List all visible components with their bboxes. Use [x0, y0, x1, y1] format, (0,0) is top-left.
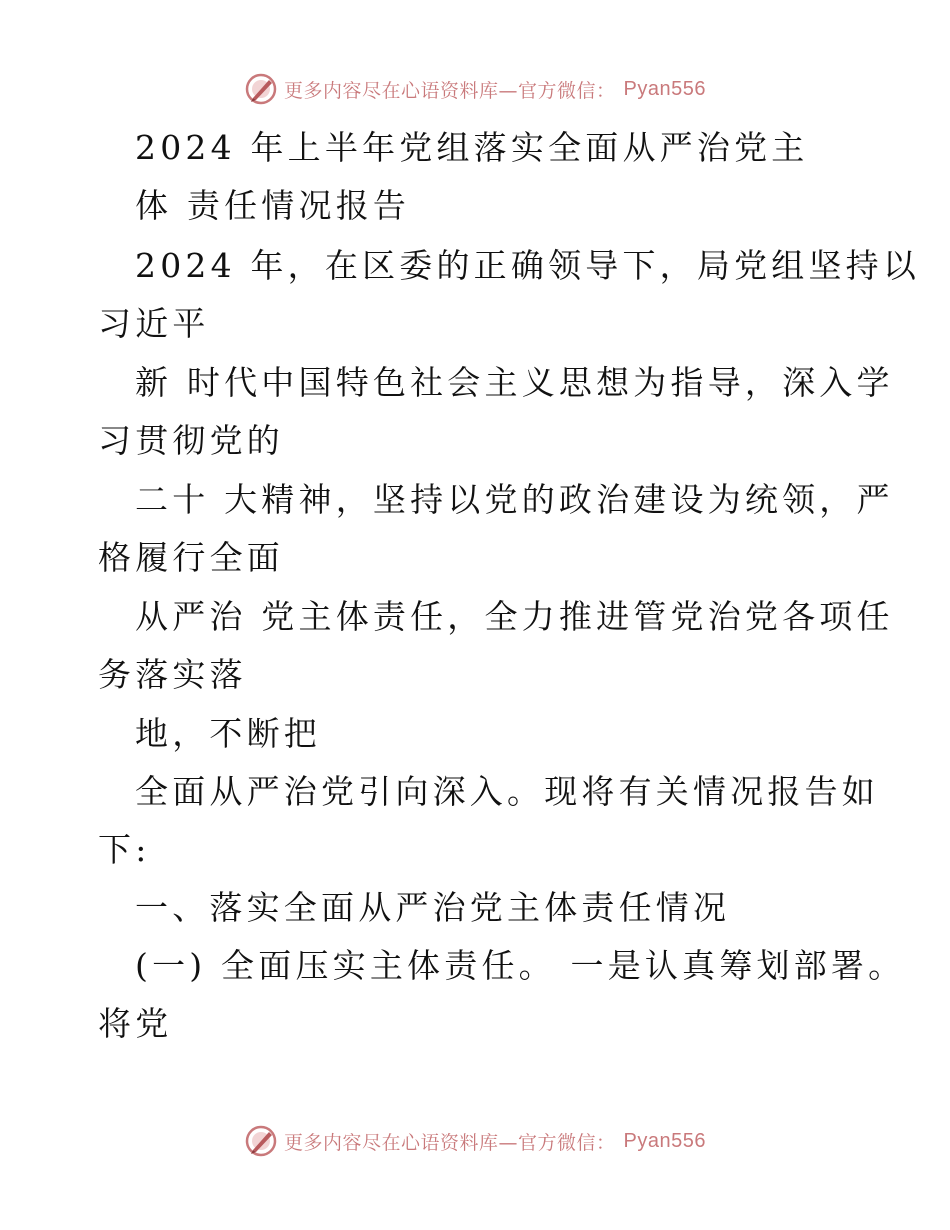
paragraph-line: 下: [98, 830, 151, 869]
paragraph-line: 地，不断把 [135, 714, 321, 753]
paragraph-line: 新 时代中国特色社会主义思想为指导，深入学 [135, 363, 894, 402]
section-heading: 一、落实全面从严治党主体责任情况 [135, 888, 731, 927]
paragraph-line: 全面从严治党引向深入。现将有关情况报告如 [135, 772, 879, 811]
document-title-line-2: 体 责任情况报告 [135, 186, 411, 225]
subsection-line: (一) 全面压实主体责任。 一是认真筹划部署。 [135, 946, 906, 985]
pen-logo-icon [244, 72, 278, 106]
watermark-text: 更多内容尽在心语资料库—官方微信： [284, 79, 616, 102]
paragraph-line: 将党 [98, 1004, 173, 1043]
header-watermark [0, 72, 950, 106]
paragraph-line: 习贯彻党的 [98, 421, 284, 460]
paragraph-line: 格履行全面 [98, 538, 284, 577]
watermark-wechat-id: Pyan556 [623, 77, 706, 100]
watermark-wechat-id: Pyan556 [623, 1129, 706, 1152]
document-title-line-1: 2024 年上半年党组落实全面从严治党主 [135, 128, 809, 167]
paragraph-line: 二十 大精神，坚持以党的政治建设为统领，严 [135, 480, 894, 519]
paragraph-line: 从严治 党主体责任，全力推进管党治党各项任 [135, 597, 894, 636]
paragraph-line: 2024 年，在区委的正确领导下，局党组坚持以 [135, 246, 921, 285]
pen-logo-icon [244, 1124, 278, 1158]
paragraph-line: 务落实落 [98, 655, 247, 694]
paragraph-line: 习近平 [98, 304, 210, 343]
watermark-text: 更多内容尽在心语资料库—官方微信： [284, 1131, 616, 1154]
footer-watermark [0, 1124, 950, 1158]
